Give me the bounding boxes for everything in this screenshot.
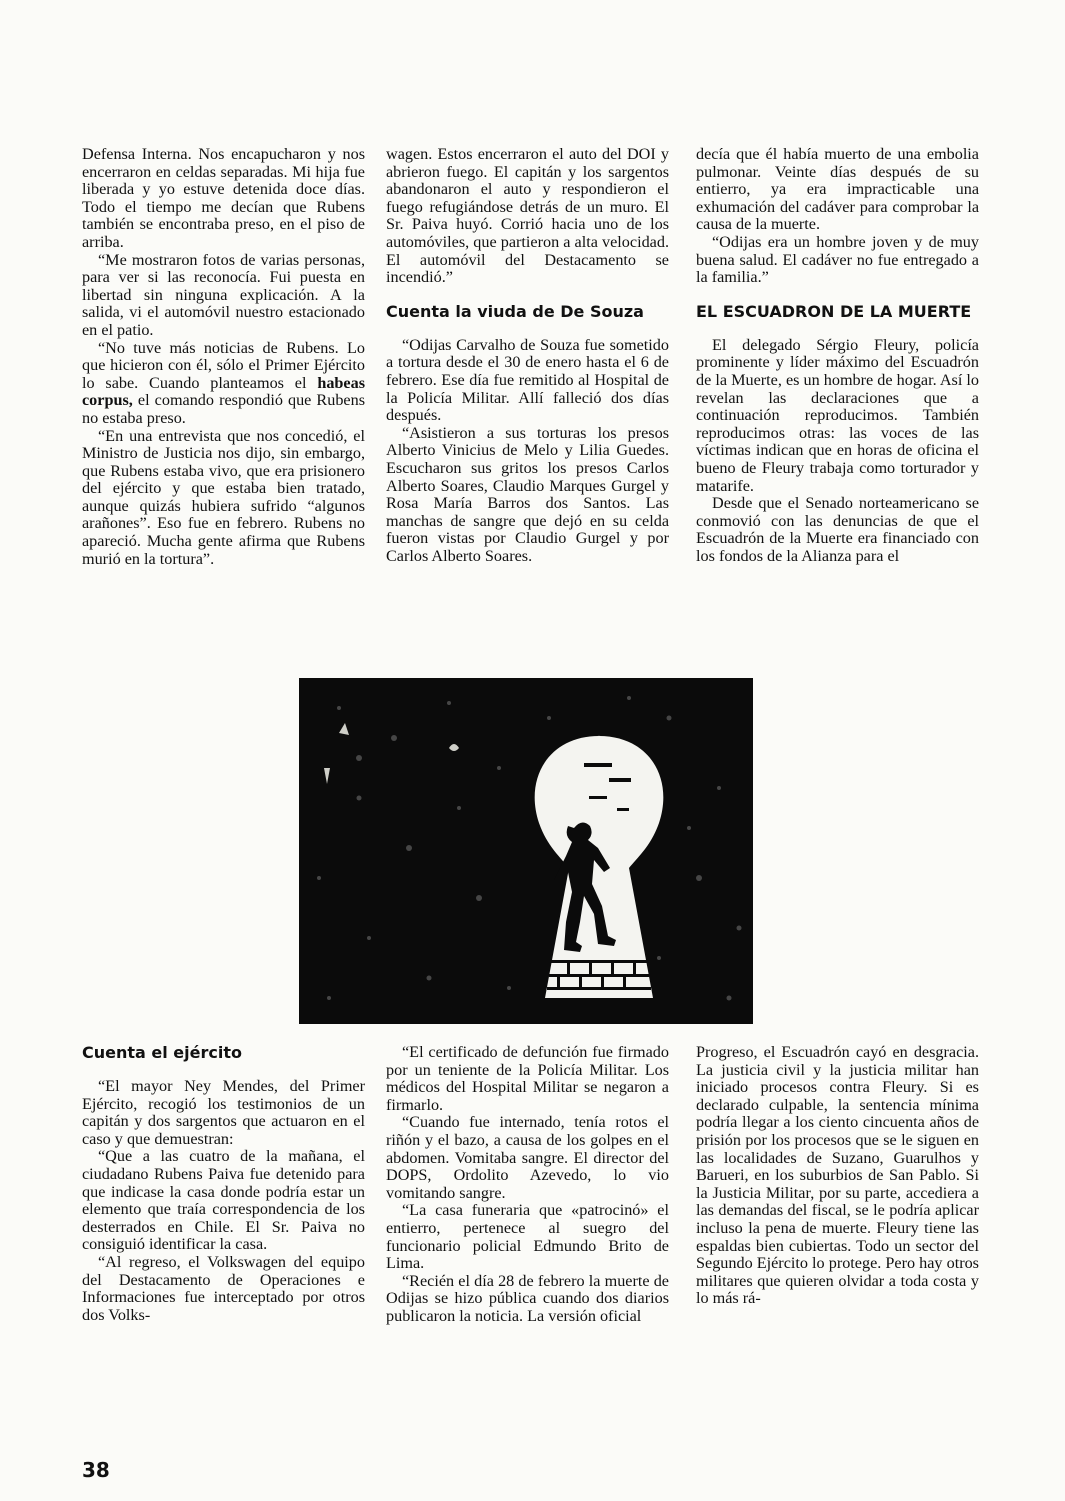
paragraph: “Recién el día 28 de febrero la muerte de Odijas se hizo pública cuando dos diarios publicaron la noticia. La versión oficial bbox=[386, 1271, 669, 1325]
paragraph: Progreso, el Escuadrón cayó en desgracia. La justicia civil y la justicia militar han iniciado procesos contra Fleury. Si es declarado culpable, la sentencia mínima podría llegar a los ciento cincuenta años de prisión por los procesos que se le siguen en las localidades de Suzano, Guarulhos y Barueri, en los suburbios de San Pablo. Si la Justicia Militar, por su parte, accediera a las demandas del fiscal, se le podría aplicar incluso la pena de muerte. Fleury tiene las espaldas bien cubiertas. Todo un sector del Segundo Ejército lo protege. Pero hay otros militares que quieren olvidar a toda costa y lo más rá- bbox=[696, 1043, 979, 1308]
paragraph: Desde que el Senado norteamericano se conmovió con las denuncias de que el Escuadrón de la Muerte era financiado con los fondos de la Alianza para el bbox=[696, 494, 979, 565]
paragraph: “El mayor Ney Mendes, del Primer Ejército, recogió los testimonios de un capitán y dos sargentos que actuaron en el caso y que demuestran: bbox=[82, 1077, 365, 1148]
article-column-2 bbox=[386, 146, 669, 565]
paragraph: “Cuando fue internado, tenía rotos el riñón y el bazo, a causa de los golpes en el abdomen. Vomitaba sangre. El director del DOPS, Ordolito Azevedo, lo vio vomitando sangre. bbox=[386, 1113, 669, 1202]
article-column-1 bbox=[82, 146, 365, 568]
paragraph: decía que él había muerto de una embolia pulmonar. Veinte días después de su entierro, ya era impracticable una exhumación del cadáver para comprobar la causa de la muerte. bbox=[696, 145, 979, 234]
text-run: el comando respondió que Rubens no estaba preso. bbox=[82, 391, 365, 427]
paragraph: wagen. Estos encerraron el auto del DOI y abrieron fuego. El capitán y los sargentos abandonaron el auto y respondieron el fuego refugiándose detrás de un muro. El Sr. Paiva huyó. Corrió hacia uno de los automóviles, que partieron a alta velocidad. El automóvil del Destacamento se incendió.” bbox=[386, 145, 669, 287]
paragraph: “Odijas Carvalho de Souza fue sometido a tortura desde el 30 de enero hasta el 6 de febrero. Ese día fue remitido al Hospital de la Policía Militar. Allí falleció dos días después. bbox=[386, 335, 669, 425]
paragraph: “Me mostraron fotos de varias personas, para ver si las reconocía. Fui puesta en libertad sin ninguna explicación. A la salida, vi el automóvil nuestro estacionado en el patio. bbox=[82, 250, 365, 339]
paragraph: “Que a las cuatro de la mañana, el ciudadano Rubens Paiva fue detenido para que indicase la casa donde podría estar un elemento que traía correspondencia de los desterrados en Chile. El Sr. Paiva no consiguió identificar la casa. bbox=[82, 1147, 365, 1254]
habeas-corpus-term: habeas corpus, bbox=[82, 373, 365, 410]
keyhole-illustration-svg bbox=[299, 678, 753, 1024]
paragraph bbox=[82, 340, 365, 428]
paragraph: “Asistieron a sus torturas los presos Alberto Vinicius de Melo y Lilia Guedes. Escucharon sus gritos los presos Carlos Alberto Soares, Claudio Marques Gurgel y Rosa María Barros dos Santos. Las manchas de sangre que dejó en su celda fueron vistas por Claudio Gurgel y por Carlos Alberto Soares. bbox=[386, 423, 669, 565]
keyhole-prisoner-illustration bbox=[299, 678, 753, 1024]
text-run: “No tuve más noticias de Rubens. Lo que hicieron con él, sólo el Primer Ejército lo sabe. Cuando planteamos el bbox=[82, 338, 365, 392]
paragraph: Defensa Interna. Nos encapucharon y nos encerraron en celdas separadas. Mi hija fue liberada y yo estuve detenida doce días. Todo el tiempo me decían que Rubens también se encontraba preso, en el piso de arriba. bbox=[82, 145, 365, 251]
paragraph: “Al regreso, el Volkswagen del equipo del Destacamento de Operaciones e Informaciones fue interceptado por otros dos Volks- bbox=[82, 1252, 365, 1324]
paragraph: “En una entrevista que nos concedió, el Ministro de Justicia nos dijo, sin embargo, que Rubens estaba vivo, que era prisionero del ejército y que estaba bien tratado, aunque quizás hubiera sufrido “algunos arañones”. Eso fue en febrero. Rubens no apareció. Mucha gente afirma que Rubens murió en la tortura”. bbox=[82, 426, 365, 568]
paragraph: “Odijas era un hombre joven y de muy buena salud. El cadáver no fue entregado a la familia.” bbox=[696, 232, 979, 287]
page-number: 38 bbox=[82, 1458, 110, 1482]
section-heading-viuda: Cuenta la viuda de De Souza bbox=[386, 301, 644, 321]
paragraph: “La casa funeraria que «patrocinó» el entierro, pertenece al suegro del funcionario policial Edmundo Brito de Lima. bbox=[386, 1201, 669, 1273]
article-column-6 bbox=[696, 1044, 979, 1308]
section-heading-ejercito: Cuenta el ejército bbox=[82, 1043, 242, 1062]
section-heading-escuadron: EL ESCUADRON DE LA MUERTE bbox=[696, 301, 972, 321]
article-column-5 bbox=[386, 1044, 669, 1326]
article-column-3 bbox=[696, 146, 979, 565]
paragraph: El delegado Sérgio Fleury, policía prominente y líder máximo del Escuadrón de la Muerte, es un hombre de hogar. Así lo revelan las declaraciones que a continuación reproducimos. También reproducimos otras: las voces de las víctimas indican que en horas de oficina el bueno de Fleury trabaja como torturador y matarife. bbox=[696, 335, 979, 495]
article-column-4 bbox=[82, 1044, 365, 1324]
paragraph: “El certificado de defunción fue firmado por un teniente de la Policía Militar. Los médicos del Hospital Militar se negaron a firmarlo. bbox=[386, 1043, 669, 1114]
